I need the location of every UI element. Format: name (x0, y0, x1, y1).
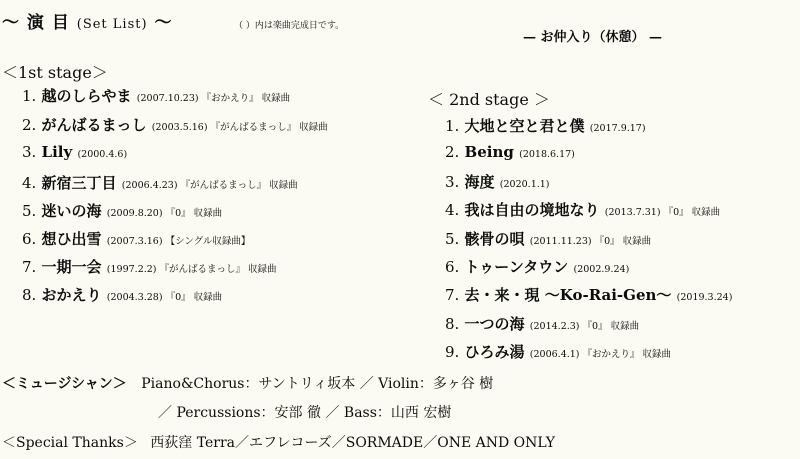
title-tilde: 〜 (154, 13, 173, 33)
page-title (2, 8, 172, 33)
song-meta: (2003.5.16) 『がんばるまっし』 収録曲 (151, 122, 328, 133)
song-meta: (2007.10.23) 『おかえり』 収録曲 (136, 93, 291, 104)
thanks-label: ＜Special Thanks＞ (2, 435, 138, 451)
stage2-heading: ＜ 2nd stage ＞ (428, 90, 550, 109)
song-title: 迷いの海 (41, 202, 102, 220)
song-title: 我は自由の境地なり (464, 201, 600, 219)
stage1-heading: ＜1st stage＞ (2, 63, 108, 82)
musician-credit (2, 373, 493, 393)
song-meta: (2009.8.20) 『0』 収録曲 (106, 208, 223, 219)
song-title: 海度 (464, 173, 495, 191)
thanks-text: 西荻窪 Terra／エフレコーズ／SORMADE／ONE AND ONLY (150, 435, 556, 451)
setlist-item: 3. Lily (2000.4.6) (22, 143, 128, 161)
song-title: Lily (41, 143, 73, 161)
song-title: 新宿三丁目 (41, 174, 117, 192)
song-title: 去・来・現 〜Ko-Rai-Gen〜 (464, 286, 672, 304)
musician-line1: Piano&Chorus：サントリィ坂本 ／ Violin：多ヶ谷 樹 (141, 376, 494, 392)
song-meta: (2011.11.23) 『0』 収録曲 (529, 236, 652, 247)
intermission-label: — お仲入り（休憩） — (523, 30, 663, 45)
song-meta: (2007.3.16) 【シングル収録曲】 (106, 236, 251, 247)
song-title: 骸骨の唄 (464, 230, 525, 248)
song-title: がんばるまっし (41, 116, 147, 134)
song-meta: (2019.3.24) (676, 292, 733, 303)
musician-line2: ／ Percussions：安部 徹 ／ Bass：山西 宏樹 (158, 405, 452, 421)
special-thanks (2, 432, 555, 452)
setlist-item: 2. Being (2018.6.17) (445, 143, 575, 161)
setlist-item: 8. 一つの海 (2014.2.3) 『0』 収録曲 (445, 315, 640, 333)
setlist-item: 6. 想ひ出雪 (2007.3.16) 【シングル収録曲】 (22, 230, 251, 248)
title-sub: (Set List) (76, 17, 148, 32)
song-title: 越のしらやま (41, 87, 132, 105)
setlist-item: 1. 大地と空と君と僕 (2017.9.17) (445, 117, 646, 135)
setlist-item: 3. 海度 (2020.1.1) (445, 173, 550, 191)
setlist-item: 2. がんばるまっし (2003.5.16) 『がんばるまっし』 収録曲 (22, 116, 328, 134)
date-note: （ ）内は楽曲完成日です。 (234, 21, 345, 31)
song-meta: (2002.9.24) (573, 264, 630, 275)
song-title: 一期一会 (41, 258, 102, 276)
song-title: 想ひ出雪 (41, 230, 102, 248)
song-meta: (2004.3.28) 『0』 収録曲 (106, 292, 223, 303)
song-meta: (2020.1.1) (499, 179, 550, 190)
song-meta: (2000.4.6) (77, 149, 128, 160)
musician-label: ＜ミュージシャン＞ (2, 376, 127, 392)
song-title: ひろみ湯 (464, 343, 525, 361)
setlist-item: 7. 去・来・現 〜Ko-Rai-Gen〜 (2019.3.24) (445, 286, 733, 304)
song-title: おかえり (41, 286, 102, 304)
title-main: 〜 演 目 (2, 13, 70, 33)
setlist-item: 6. トゥーンタウン (2002.9.24) (445, 258, 630, 276)
song-meta: (2006.4.1) 『おかえり』 収録曲 (529, 349, 672, 360)
song-title: 大地と空と君と僕 (464, 117, 585, 135)
setlist-item: 4. 新宿三丁目 (2006.4.23) 『がんばるまっし』 収録曲 (22, 174, 298, 192)
song-meta: (2014.2.3) 『0』 収録曲 (529, 321, 640, 332)
song-meta: (2006.4.23) 『がんばるまっし』 収録曲 (121, 180, 298, 191)
setlist-item: 8. おかえり (2004.3.28) 『0』 収録曲 (22, 286, 223, 304)
song-title: 一つの海 (464, 315, 525, 333)
setlist-item: 9. ひろみ湯 (2006.4.1) 『おかえり』 収録曲 (445, 343, 672, 361)
song-meta: (1997.2.2) 『がんばるまっし』 収録曲 (106, 264, 277, 275)
setlist-item: 5. 迷いの海 (2009.8.20) 『0』 収録曲 (22, 202, 223, 220)
song-title: Being (464, 143, 514, 161)
song-meta: (2013.7.31) 『0』 収録曲 (604, 207, 721, 218)
setlist-item: 1. 越のしらやま (2007.10.23) 『おかえり』 収録曲 (22, 87, 291, 105)
song-title: トゥーンタウン (464, 258, 569, 276)
setlist-item: 4. 我は自由の境地なり (2013.7.31) 『0』 収録曲 (445, 201, 721, 219)
song-meta: (2018.6.17) (519, 149, 575, 160)
setlist-item: 5. 骸骨の唄 (2011.11.23) 『0』 収録曲 (445, 230, 652, 248)
setlist-item: 7. 一期一会 (1997.2.2) 『がんばるまっし』 収録曲 (22, 258, 277, 276)
song-meta: (2017.9.17) (589, 123, 646, 134)
